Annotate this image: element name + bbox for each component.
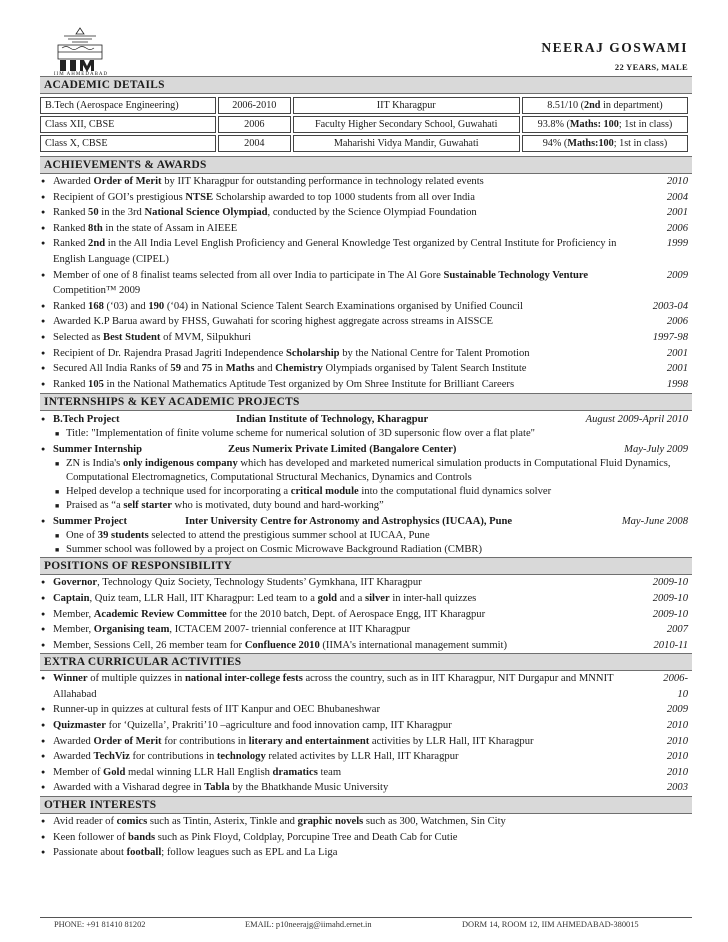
list-item — [40, 845, 692, 861]
list-item — [40, 236, 692, 267]
bold-text: only indigenous company — [122, 458, 238, 470]
text-run: ; follow leagues such as EPL and La Liga — [161, 847, 338, 859]
item-year: 2009-10 — [652, 592, 688, 604]
item-text — [53, 205, 643, 221]
project-points — [40, 529, 692, 557]
project-point — [40, 485, 692, 499]
bold-text: Order of Merit — [93, 735, 162, 747]
bold-text: Scholarship — [285, 347, 340, 359]
text-run: 8.51/10 ( — [547, 99, 585, 111]
list-item — [40, 780, 692, 796]
text-run: in the All India Level English Proficiency and General Knowledge Test organized by Central Institute for Proficiency in English Language (CIPEL) — [53, 238, 617, 265]
item-text — [53, 765, 633, 781]
text-run: in the 3rd — [98, 207, 145, 219]
item-year: 2009-10 — [652, 577, 688, 589]
bold-text: Maths: 100 — [569, 118, 619, 130]
text-run: into the computational fluid dynamics solver — [358, 486, 552, 498]
item-text — [53, 268, 643, 299]
bold-text: TechViz — [93, 751, 130, 763]
text-run: Olympiads organised by Talent Search Institute — [322, 363, 527, 375]
text-run: by the Bhatkhande Music University — [229, 782, 389, 794]
bold-text: Captain — [53, 592, 90, 604]
text-run: in department) — [600, 99, 663, 111]
academic-row — [40, 97, 688, 114]
academic-row — [40, 135, 688, 152]
text-run: , Quiz team, LLR Hall, IIT Kharagpur: Led team to a — [89, 592, 318, 604]
text-run: Ranked — [53, 300, 89, 312]
text-run: 94% ( — [542, 137, 568, 149]
item-year: 2010-11 — [653, 639, 688, 651]
bold-text: Tabla — [204, 782, 230, 794]
item-text — [53, 671, 633, 702]
year-cell: 2006-2010 — [218, 97, 290, 114]
item-text — [53, 174, 643, 190]
list-item — [40, 734, 692, 750]
text-run: Awarded K.P Barua award by FHSS, Guwahati for scoring highest aggregate across streams in AISSCE — [53, 316, 493, 328]
bold-text: Organising team — [93, 624, 170, 636]
project-heading — [40, 412, 692, 427]
project-point — [40, 529, 692, 543]
bold-text: graphic novels — [297, 816, 364, 828]
project-point — [40, 499, 692, 513]
bold-text: Confluence 2010 — [244, 639, 320, 651]
bold-text: gold — [317, 592, 338, 604]
bold-text: Academic Review Committee — [93, 608, 227, 620]
bold-text: self starter — [123, 500, 172, 512]
text-run: Keen follower of — [53, 831, 129, 843]
project-date: August 2009-April 2010 — [585, 414, 688, 426]
item-year: 2001 — [666, 207, 688, 219]
item-year: 2010 — [666, 766, 688, 778]
text-run: in the National Mathematics Aptitude Test organized by Om Shree Institute for Brilliant Careers — [103, 378, 515, 390]
bold-text: Sustainable Technology Venture — [443, 269, 589, 281]
section-title-achievements: ACHIEVEMENTS & AWARDS — [40, 156, 692, 174]
text-run: of MVM, Silpukhuri — [160, 331, 252, 343]
bold-text: technology — [216, 751, 266, 763]
list-item — [40, 591, 692, 607]
item-year: 2006 — [666, 222, 688, 234]
project-points — [40, 457, 692, 513]
project-name: Summer Project — [53, 516, 128, 528]
bold-text: NTSE — [185, 191, 214, 203]
item-text — [53, 377, 643, 393]
item-year: 2003 — [666, 782, 688, 794]
bold-text: bands — [128, 831, 156, 843]
list-item — [40, 765, 692, 781]
item-text — [53, 830, 683, 846]
bold-text: literary and entertainment — [248, 735, 370, 747]
list-item — [40, 299, 692, 315]
item-year: 2004 — [666, 191, 688, 203]
text-run: (IIMA's international management summit) — [319, 639, 508, 651]
project-heading — [40, 514, 692, 529]
bold-text: 50 — [88, 207, 99, 219]
bold-text: 59 — [170, 363, 181, 375]
iim-logo-icon — [44, 26, 116, 74]
text-run: for the 2010 batch, Dept. of Aerospace Engg, IIT Kharagpur — [226, 608, 486, 620]
text-run: Member of one of 8 finalist teams selected from all over India to participate in The Al Gore — [53, 269, 444, 281]
text-run: Praised as “a — [66, 500, 124, 512]
bold-text: Chemistry — [275, 363, 323, 375]
item-text — [53, 361, 643, 377]
section-title-academic: ACADEMIC DETAILS — [40, 76, 692, 94]
text-run: of multiple quizzes in — [87, 673, 185, 685]
item-year: 1999 — [666, 238, 688, 250]
bold-text: Quizmaster — [53, 720, 106, 732]
text-run: , ICTACEM 2007- triennial conference at IIT Kharagpur — [169, 624, 411, 636]
item-year: 2009 — [666, 704, 688, 716]
item-year: 2010 — [666, 176, 688, 187]
text-run: , conducted by the Science Olympiad Foundation — [267, 207, 477, 219]
text-run: Member, — [53, 624, 94, 636]
text-run: Awarded — [53, 176, 94, 187]
text-run: , Technology Quiz Society, Technology Students’ Gymkhana, IIT Kharagpur — [97, 577, 422, 589]
text-run: Awarded with a Visharad degree in — [53, 782, 205, 794]
item-text — [53, 314, 643, 330]
text-run: such as Tintin, Asterix, Tinkle and — [147, 816, 298, 828]
project-point — [40, 457, 692, 485]
text-run: Ranked — [53, 238, 89, 250]
text-run: Passionate about — [53, 847, 127, 859]
project-organization: Indian Institute of Technology, Kharagpur — [236, 414, 429, 426]
bold-text: Maths:100 — [567, 137, 614, 149]
text-run: Avid reader of — [53, 816, 117, 828]
contact-footer — [40, 917, 692, 932]
resume-header — [40, 26, 692, 76]
project-date: May-July 2009 — [624, 444, 688, 456]
list-item — [40, 190, 692, 206]
footer-phone: PHONE: +91 81410 81202 — [54, 920, 146, 929]
text-run: across the country, such as in IIT Kharagpur, NIT Durgapur and MNNIT Allahabad — [53, 673, 614, 700]
text-run: Recipient of GOI’s prestigious — [53, 191, 186, 203]
item-text — [53, 845, 683, 861]
list-item — [40, 268, 692, 299]
item-text — [53, 638, 643, 654]
text-run: by the National Centre for Talent Promotion — [339, 347, 530, 359]
bold-text: Order of Merit — [93, 176, 162, 187]
institute-cell: Faculty Higher Secondary School, Guwahati — [293, 116, 520, 133]
score-cell — [522, 97, 688, 114]
text-run: in the state of Assam in AIEEE — [102, 222, 238, 234]
text-run: and a — [337, 592, 365, 604]
list-item — [40, 205, 692, 221]
text-run: Member of — [53, 766, 104, 778]
text-run: (‘03) and — [103, 300, 149, 312]
list-item — [40, 671, 692, 702]
degree-cell: B.Tech (Aerospace Engineering) — [40, 97, 216, 114]
text-run: Selected as — [53, 331, 104, 343]
institute-cell: IIT Kharagpur — [293, 97, 520, 114]
bold-text: 168 — [88, 300, 104, 312]
text-run: Summer school was followed by a project on Cosmic Microwave Background Radiation (CMBR) — [66, 544, 483, 556]
degree-cell: Class XII, CBSE — [40, 116, 216, 133]
list-item — [40, 361, 692, 377]
text-run: activities by LLR Hall, IIT Kharagpur — [369, 735, 534, 747]
text-run: in inter-hall quizzes — [389, 592, 477, 604]
bold-text: 75 — [201, 363, 213, 375]
item-year: 2001 — [666, 347, 688, 359]
text-run: 93.8% ( — [537, 118, 570, 130]
bold-text: dramatics — [272, 766, 318, 778]
list-item — [40, 749, 692, 765]
text-run: ; 1st in class) — [618, 118, 673, 130]
bold-text: Winner — [53, 673, 88, 685]
list-item — [40, 622, 692, 638]
bold-text: 105 — [88, 378, 104, 390]
item-text — [53, 622, 643, 638]
score-cell — [522, 135, 688, 152]
text-run: and — [254, 363, 276, 375]
text-run: and — [180, 363, 202, 375]
text-run: for contributions in — [161, 735, 249, 747]
text-run: (‘04) in National Science Talent Search Examinations organised by Unified Council — [164, 300, 523, 312]
project-point — [40, 427, 692, 441]
item-year: 1998 — [666, 378, 688, 390]
bold-text: silver — [364, 592, 390, 604]
item-year: 2010 — [666, 735, 688, 747]
item-text — [53, 702, 633, 718]
project-heading — [40, 442, 692, 457]
project-point — [40, 543, 692, 557]
project-name: Summer Internship — [53, 444, 142, 456]
list-item — [40, 346, 692, 362]
text-run: selected to attend the prestigious summer school at IUCAA, Pune — [148, 530, 430, 542]
item-year: 2006- 10 — [663, 673, 688, 700]
text-run: ZN is India's — [66, 458, 123, 470]
text-run: Ranked — [53, 207, 89, 219]
item-text — [53, 591, 643, 607]
bold-text: Gold — [103, 766, 126, 778]
item-year: 2010 — [666, 720, 688, 732]
item-text — [53, 607, 643, 623]
item-year: 2007 — [666, 624, 688, 636]
list-item — [40, 814, 692, 830]
item-text — [53, 718, 633, 734]
text-run: Awarded — [53, 735, 94, 747]
achievements-list — [40, 174, 692, 392]
item-year: 1997-98 — [652, 331, 688, 343]
bold-text: comics — [116, 816, 148, 828]
positions-list — [40, 575, 692, 653]
item-text — [53, 299, 643, 315]
academic-row — [40, 116, 688, 133]
footer-address: DORM 14, ROOM 12, IIM AHMEDABAD-380015 — [462, 920, 639, 929]
bold-text: national inter-college fests — [184, 673, 303, 685]
item-text — [53, 346, 643, 362]
bold-text: 39 students — [97, 530, 149, 542]
candidate-name: NEERAJ GOSWAMI — [541, 40, 688, 55]
text-run: Member, — [53, 608, 94, 620]
text-run: team — [317, 766, 342, 778]
text-run: Competition™ 2009 — [53, 285, 141, 297]
item-text — [53, 236, 643, 267]
item-year: 2006 — [666, 316, 688, 328]
item-text — [53, 221, 643, 237]
bold-text: Maths — [225, 363, 255, 375]
text-run: Awarded — [53, 751, 94, 763]
project-name: B.Tech Project — [53, 414, 120, 426]
item-text — [53, 190, 643, 206]
text-run: such as 300, Watchmen, Sin City — [363, 816, 506, 828]
logo-caption: IIM AHMEDABAD — [53, 72, 109, 77]
text-run: Recipient of Dr. Rajendra Prasad Jagriti Independence — [53, 347, 286, 359]
item-text — [53, 780, 633, 796]
item-text — [53, 749, 633, 765]
bold-text: critical module — [290, 486, 359, 498]
text-run: One of — [66, 530, 98, 542]
text-run: Title: "Implementation of finite volume scheme for numerical solution of 3D supersonic flow over a flat plate" — [66, 428, 535, 440]
list-item — [40, 718, 692, 734]
text-run: who is motivated, duty bound and hard-working” — [171, 500, 384, 512]
list-item — [40, 377, 692, 393]
project-points — [40, 427, 692, 441]
item-text — [53, 814, 683, 830]
item-year: 2001 — [666, 363, 688, 375]
list-item — [40, 575, 692, 591]
project-date: May-June 2008 — [621, 516, 688, 528]
bold-text: Best Student — [103, 331, 161, 343]
list-item — [40, 702, 692, 718]
score-cell — [522, 116, 688, 133]
item-year: 2003-04 — [652, 300, 688, 312]
text-run: ; 1st in class) — [613, 137, 668, 149]
section-title-internships: INTERNSHIPS & KEY ACADEMIC PROJECTS — [40, 393, 692, 411]
section-title-positions: POSITIONS OF RESPONSIBILITY — [40, 557, 692, 575]
section-title-interests: OTHER INTERESTS — [40, 796, 692, 814]
text-run: related activites by LLR Hall, IIT Kharagpur — [265, 751, 459, 763]
bold-text: 2nd — [584, 99, 601, 111]
text-run: Ranked — [53, 378, 89, 390]
year-cell: 2004 — [218, 135, 290, 152]
text-run: Helped develop a technique used for incorporating a — [66, 486, 291, 498]
projects-list — [40, 412, 692, 557]
interests-list — [40, 814, 692, 861]
bold-text: football — [126, 847, 162, 859]
text-run: Ranked — [53, 222, 89, 234]
text-run: medal winning LLR Hall English — [125, 766, 273, 778]
project-organization: Zeus Numerix Private Limited (Bangalore Center) — [228, 444, 457, 456]
extracurricular-list — [40, 671, 692, 796]
academic-table — [38, 95, 690, 154]
list-item — [40, 830, 692, 846]
list-item — [40, 221, 692, 237]
text-run: Member, Sessions Cell, 26 member team for — [53, 639, 245, 651]
text-run: Runner-up in quizzes at cultural fests of IIT Kanpur and OEC Bhubaneshwar — [53, 704, 381, 716]
item-year: 2010 — [666, 751, 688, 763]
item-text — [53, 330, 643, 346]
institute-cell: Maharishi Vidya Mandir, Guwahati — [293, 135, 520, 152]
resume-page — [40, 26, 692, 861]
bold-text: National Science Olympiad — [144, 207, 268, 219]
bold-text: 190 — [148, 300, 165, 312]
list-item — [40, 314, 692, 330]
bold-text: 2nd — [88, 238, 106, 250]
year-cell: 2006 — [218, 116, 290, 133]
item-year: 2009 — [666, 269, 688, 281]
project-organization: Inter University Centre for Astronomy and Astrophysics (IUCAA), Pune — [185, 516, 513, 528]
list-item — [40, 638, 692, 654]
item-text — [53, 734, 633, 750]
text-run: in — [212, 363, 226, 375]
section-title-extracurricular: EXTRA CURRICULAR ACTIVITIES — [40, 653, 692, 671]
list-item — [40, 607, 692, 623]
item-year: 2009-10 — [652, 608, 688, 620]
text-run: which has developed and marketed numerical simulation products in Computational Fluid Dynamics, Computational Electromagnetics, Computational Structural Mechanics, Dynamics and Controls — [66, 458, 671, 484]
text-run: such as Pink Floyd, Coldplay, Porcupine Tree and Death Cab for Cutie — [155, 831, 458, 843]
item-text — [53, 575, 643, 591]
list-item — [40, 174, 692, 190]
bold-text: Governor — [53, 577, 98, 589]
text-run: for ‘Quizella’, Prakriti’10 –agriculture and food innovation camp, IIT Kharagpur — [105, 720, 452, 732]
list-item — [40, 330, 692, 346]
degree-cell: Class X, CBSE — [40, 135, 216, 152]
text-run: Scholarship awarded to top 1000 students from all over India — [213, 191, 475, 203]
bold-text: 8th — [88, 222, 103, 234]
text-run: for contributions in — [129, 751, 217, 763]
footer-email: EMAIL: p10neerajg@iimahd.ernet.in — [245, 920, 372, 929]
text-run: Secured All India Ranks of — [53, 363, 171, 375]
text-run: by IIT Kharagpur for outstanding performance in technology related events — [161, 176, 484, 187]
candidate-age-gender: 22 YEARS, MALE — [614, 62, 688, 72]
